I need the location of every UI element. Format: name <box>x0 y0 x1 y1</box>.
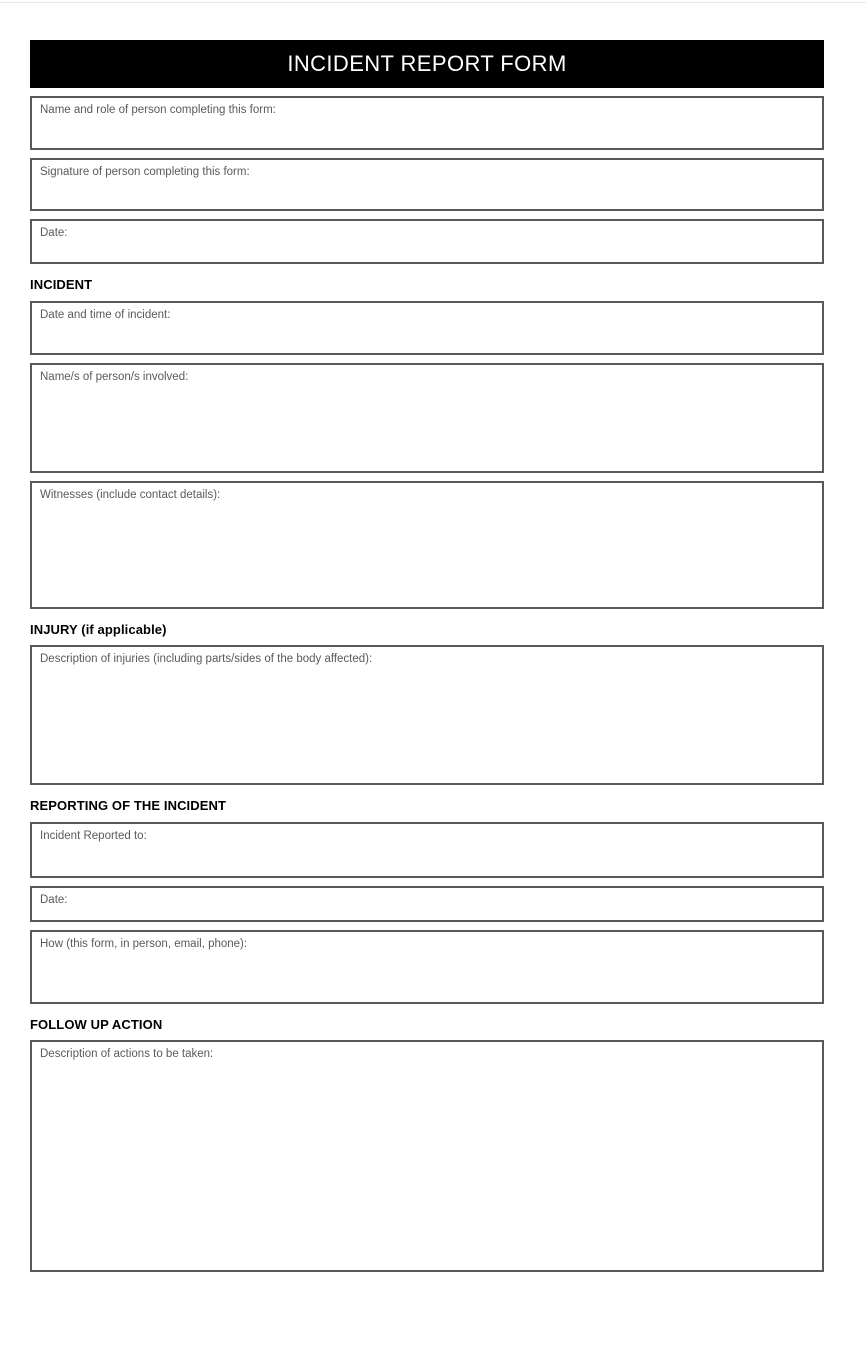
field-signature[interactable] <box>30 158 824 211</box>
field-label: Date: <box>40 893 68 906</box>
field-label: Description of actions to be taken: <box>40 1048 214 1061</box>
field-label: Incident Reported to: <box>40 829 147 842</box>
field-label: Witnesses (include contact details): <box>40 488 221 501</box>
section-heading-follow-up-action: FOLLOW UP ACTION <box>30 1016 163 1032</box>
field-label: Date: <box>40 227 68 239</box>
field-incident-reported-to[interactable] <box>30 822 824 878</box>
page-title: INCIDENT REPORT FORM <box>287 51 567 76</box>
section-heading-reporting: REPORTING OF THE INCIDENT <box>30 798 227 814</box>
section-heading-incident: INCIDENT <box>30 277 93 292</box>
field-label: Name/s of person/s involved: <box>40 370 189 383</box>
field-label: Name and role of person completing this form: <box>40 104 276 116</box>
field-label: Description of injuries (including parts/sides of the body affected): <box>40 653 373 666</box>
field-how-reported[interactable] <box>30 930 824 1004</box>
field-description-of-injuries[interactable] <box>30 645 824 785</box>
field-witnesses[interactable] <box>30 481 824 609</box>
field-label: Signature of person completing this form: <box>40 166 250 178</box>
page-top-rule <box>0 2 866 3</box>
field-date[interactable] <box>30 219 824 264</box>
field-actions-to-be-taken[interactable] <box>30 1040 824 1272</box>
section-heading-injury: INJURY (if applicable) <box>30 621 167 637</box>
field-date-and-time-of-incident[interactable] <box>30 301 824 355</box>
form-content <box>30 40 824 1272</box>
form-title-bar <box>30 40 824 88</box>
field-persons-involved[interactable] <box>30 363 824 473</box>
field-label: Date and time of incident: <box>40 308 171 321</box>
field-label: How (this form, in person, email, phone): <box>40 937 248 950</box>
field-reported-date[interactable] <box>30 886 824 922</box>
field-name-and-role[interactable] <box>30 96 824 150</box>
